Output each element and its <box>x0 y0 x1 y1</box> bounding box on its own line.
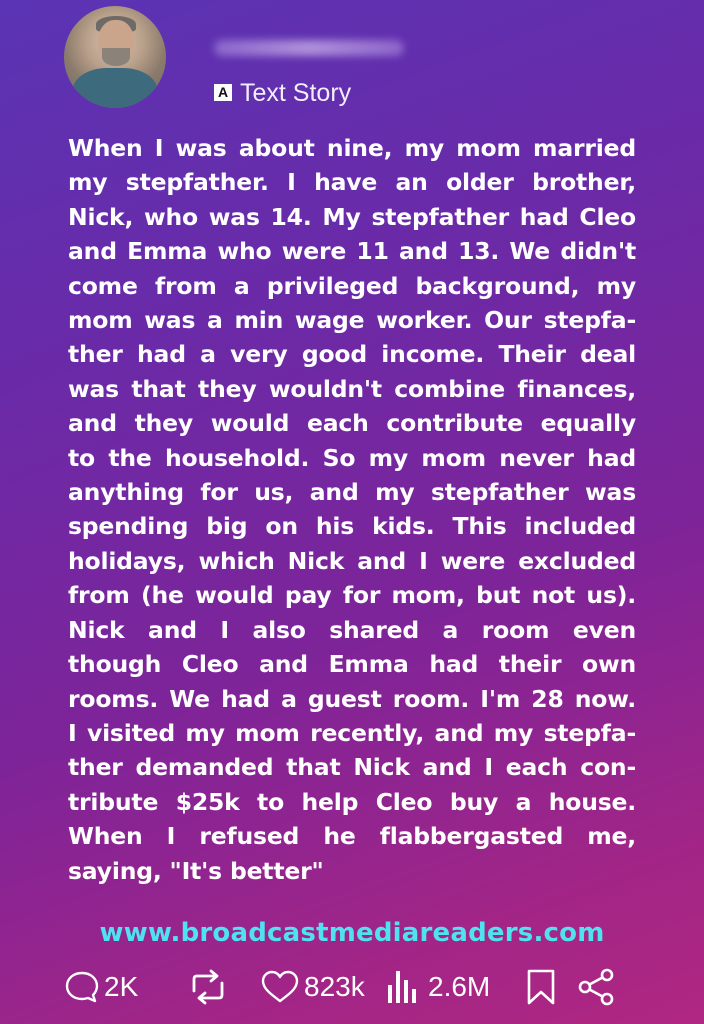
story-line: When I refused he flabbergasted me, <box>68 822 636 851</box>
like-button[interactable] <box>260 962 365 1012</box>
heart-icon <box>260 969 300 1005</box>
story-line: When I was about nine, my mom married <box>68 134 636 162</box>
share-icon <box>576 967 616 1007</box>
story-line: though Cleo and Emma had their own <box>68 650 636 679</box>
text-story-icon: A <box>214 84 232 101</box>
story-line: my stepfather. I have an older brother, <box>68 168 636 197</box>
story-line: and Emma who were 11 and 13. We didn't <box>68 237 636 266</box>
story-line: Nick, who was 14. My stepfather had Cleo <box>68 202 636 231</box>
views-button[interactable] <box>384 962 490 1012</box>
story-line: to the household. So my mom never had <box>68 443 636 472</box>
story-line: and they would each contribute equally <box>68 409 636 438</box>
story-line: anything for us, and my stepfather was <box>68 478 636 507</box>
story-line: come from a privileged background, my <box>68 271 636 300</box>
bookmark-button[interactable] <box>524 962 558 1012</box>
blurred-username <box>214 40 404 56</box>
post-type-label: Text Story <box>240 79 352 107</box>
repost-button[interactable] <box>186 962 230 1012</box>
story-line: ther demanded that Nick and I each con- <box>68 753 636 782</box>
story-line: tribute $25k to help Cleo buy a house. <box>68 787 636 816</box>
share-button[interactable] <box>576 962 616 1012</box>
reply-count: 2K <box>104 971 139 1002</box>
website-url[interactable]: www.broadcastmediareaders.com <box>99 918 605 948</box>
story-line: spending big on his kids. This included <box>68 512 636 541</box>
author-avatar[interactable] <box>64 6 166 108</box>
avatar-beard <box>102 48 130 66</box>
story-line: Nick and I also shared a room even <box>68 615 636 644</box>
bookmark-icon <box>524 968 558 1006</box>
story-text <box>68 131 636 888</box>
story-line: rooms. We had a guest room. I'm 28 now. <box>68 684 636 713</box>
comment-icon <box>64 969 100 1005</box>
story-line: mom was a min wage worker. Our stepfa- <box>68 306 636 335</box>
story-line: was that they wouldn't combine finances, <box>68 374 636 403</box>
story-line: ther had a very good income. Their deal <box>68 340 636 369</box>
like-count: 823k <box>304 971 365 1002</box>
story-line: holidays, which Nick and I were excluded <box>68 546 636 575</box>
story-line: I visited my mom recently, and my stepfa- <box>68 718 636 747</box>
story-line: from (he would pay for mom, but not us). <box>68 581 636 610</box>
views-count: 2.6M <box>428 971 491 1002</box>
avatar-shirt <box>72 68 158 108</box>
repost-icon <box>186 969 230 1005</box>
action-bar <box>0 962 704 1012</box>
views-chart-icon <box>384 967 424 1007</box>
story-line: saying, "It's better" <box>68 856 324 885</box>
reply-button[interactable] <box>64 962 138 1012</box>
